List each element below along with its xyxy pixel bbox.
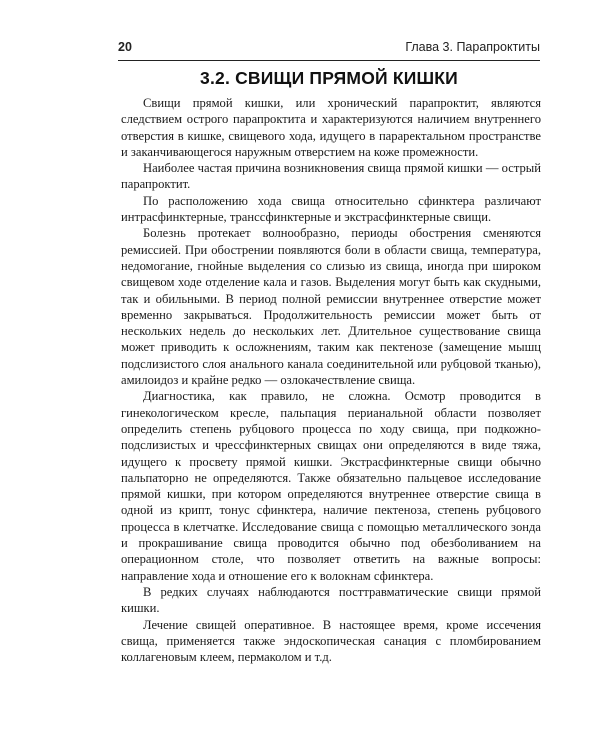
paragraph: В редких случаях наблюдаются посттравматические свищи прямой кишки. [121,584,541,616]
paragraph: Болезнь протекает волнообразно, периоды обострения сменяются ремиссией. При обострении появляются боли в области свища, температура, недомогание, гнойные выделения со слизью из свища, иногда при широком свищевом ходе отделение кала и газов. Выделения могут быть как скудными, так и обильными. В период полной ремиссии внутреннее отверстие может временно закрываться. Продолжительность ремиссии может быть от нескольких недель до нескольких лет. Длительное существование свища может приводить к осложнениям, таким как пектенозе (замещение мышц подслизистого слоя анального канала соединительной или рубцовой тканью), амилоидоз и крайне редко — озлокачествление свища. [121,226,541,388]
page-number: 20 [118,40,132,54]
running-header [118,38,540,61]
paragraph: Диагностика, как правило, не сложна. Осмотр проводится в гинекологическом кресле, пальпация перианальной области позволяет определить степень рубцового процесса по ходу свища, при подкожно-подслизистых и чрессфинктерных свищах они определяются в виде тяжа, идущего к просвету прямой кишки. Экстрасфинктерные свищи обычно пальпаторно не определяются. Также обязательно пальцевое исследование прямой кишки, при котором определяются внутреннее отверстие свища в одной из крипт, тонус сфинктера, наличие пектеноза, степень рубцового процесса в клетчатке. Исследование свища с помощью металлического зонда и прокрашивание свища проводится обычно под обезболиванием на операционном столе, что позволяет ответить на важные вопросы: направление хода и отношение его к волокнам сфинктера. [121,389,541,583]
paragraph: Лечение свищей оперативное. В настоящее время, кроме иссечения свища, применяется также эндоскопическая санация с пломбированием коллагеновым клеем, пермаколом и т.д. [121,617,541,665]
paragraph: По расположению хода свища относительно сфинктера различают интрасфинктерные, транссфинктерные и экстрасфинктерные свищи. [121,193,541,225]
section-body [121,95,541,665]
paragraph: Наиболее частая причина возникновения свища прямой кишки — острый парапроктит. [121,161,541,192]
section-heading: 3.2. СВИЩИ ПРЯМОЙ КИШКИ [200,68,458,88]
chapter-title: Глава 3. Парапроктиты [405,40,540,54]
paragraph: Свищи прямой кишки, или хронический парапроктит, являются следствием острого парапроктита и характеризуются наличием внутреннего отверстия в кишке, свищевого хода, идущего в параректальном пространстве и заканчивающегося наружным отверстием на коже промежности. [121,96,541,159]
